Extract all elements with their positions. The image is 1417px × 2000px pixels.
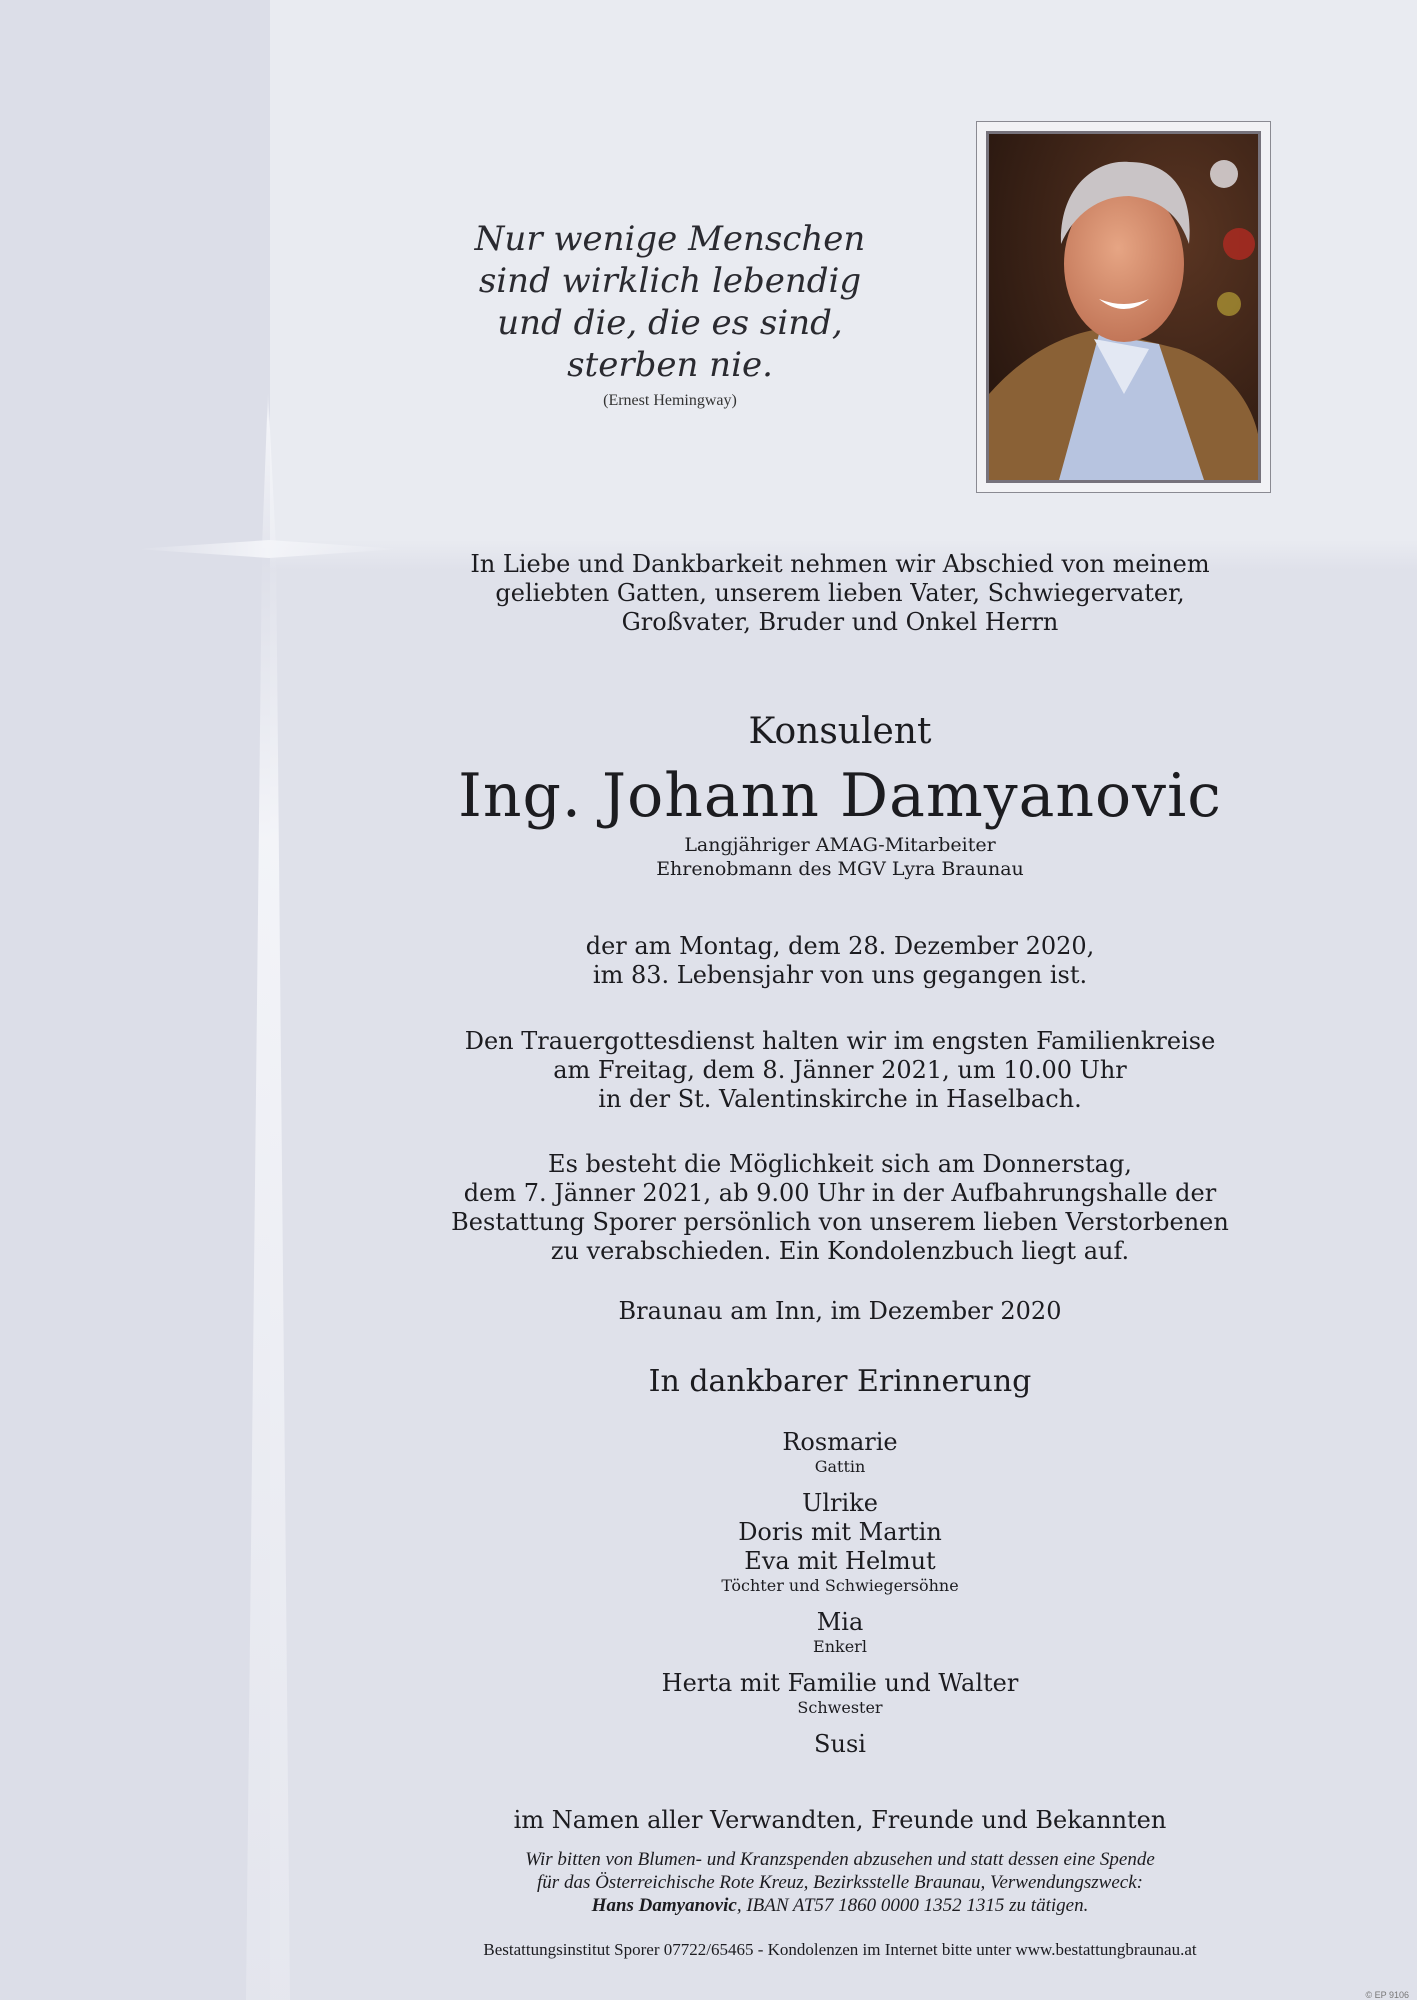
quote-line: sterben nie. bbox=[567, 345, 773, 385]
intro-text bbox=[420, 550, 1260, 637]
mourner-relation: Töchter und Schwiegersöhne bbox=[721, 1576, 959, 1595]
mourner-group bbox=[420, 1489, 1260, 1596]
mourner-group bbox=[420, 1608, 1260, 1657]
grateful-heading: In dankbarer Erinnerung bbox=[648, 1364, 1032, 1399]
mourner-name: Mia bbox=[816, 1608, 864, 1636]
viewing-line: dem 7. Jänner 2021, ab 9.00 Uhr in der Aufbahrungshalle der bbox=[463, 1179, 1217, 1207]
mourner-group bbox=[420, 1730, 1260, 1759]
quote-line: und die, die es sind, bbox=[497, 303, 843, 343]
mourner-relation: Gattin bbox=[814, 1457, 866, 1476]
mourners-list bbox=[420, 1428, 1260, 1771]
mourner-name: Doris mit Martin bbox=[738, 1518, 942, 1546]
mourner-name: Susi bbox=[814, 1730, 866, 1758]
death-notice bbox=[420, 932, 1260, 990]
donation-name: Hans Damyanovic bbox=[591, 1895, 737, 1916]
viewing-info bbox=[420, 1150, 1260, 1266]
on-behalf-line: im Namen aller Verwandten, Freunde und Bekannten bbox=[513, 1806, 1167, 1834]
portrait-photo bbox=[986, 131, 1261, 483]
intro-line: geliebten Gatten, unserem lieben Vater, Schwiegervater, bbox=[495, 579, 1185, 607]
donation-note-line: Wir bitten von Blumen- und Kranzspenden abzusehen und statt dessen eine Spende bbox=[525, 1849, 1155, 1870]
donation-iban: , IBAN AT57 1860 0000 1352 1315 zu tätigen. bbox=[736, 1895, 1089, 1916]
mourner-relation: Enkerl bbox=[813, 1637, 867, 1656]
service-line: am Freitag, dem 8. Jänner 2021, um 10.00 Uhr bbox=[553, 1056, 1127, 1084]
mourner-name: Herta mit Familie und Walter bbox=[661, 1669, 1019, 1697]
death-notice-line: im 83. Lebensjahr von uns gegangen ist. bbox=[592, 961, 1088, 989]
quote-line: Nur wenige Menschen bbox=[474, 219, 866, 259]
deceased-roles bbox=[420, 833, 1260, 881]
death-notice-line: der am Montag, dem 28. Dezember 2020, bbox=[585, 932, 1095, 960]
quote bbox=[400, 218, 940, 386]
mourner-group bbox=[420, 1428, 1260, 1477]
viewing-line: zu verabschieden. Ein Kondolenzbuch liegt auf. bbox=[550, 1237, 1130, 1265]
mourner-name: Ulrike bbox=[802, 1489, 878, 1517]
portrait-photo-frame bbox=[976, 121, 1271, 493]
deceased-name: Ing. Johann Damyanovic bbox=[458, 761, 1222, 831]
footer-contact: Bestattungsinstitut Sporer 07722/65465 - Kondolenzen im Internet bitte unter www.bestattungbraunau.at bbox=[483, 1940, 1197, 1959]
service-info bbox=[420, 1027, 1260, 1114]
print-code: © EP 9106 bbox=[1365, 1990, 1409, 2000]
donation-note-line: für das Österreichische Rote Kreuz, Bezirksstelle Braunau, Verwendungszweck: bbox=[537, 1872, 1143, 1893]
service-line: in der St. Valentinskirche in Haselbach. bbox=[598, 1085, 1082, 1113]
place-date: Braunau am Inn, im Dezember 2020 bbox=[618, 1297, 1062, 1325]
mourner-name: Rosmarie bbox=[782, 1428, 898, 1456]
mourner-name: Eva mit Helmut bbox=[744, 1547, 936, 1575]
service-line: Den Trauergottesdienst halten wir im engsten Familienkreise bbox=[464, 1027, 1216, 1055]
deceased-title: Konsulent bbox=[748, 711, 932, 752]
mourner-relation: Schwester bbox=[797, 1698, 883, 1717]
viewing-line: Es besteht die Möglichkeit sich am Donnerstag, bbox=[548, 1150, 1132, 1178]
intro-line: Großvater, Bruder und Onkel Herrn bbox=[621, 608, 1059, 636]
deceased-role: Ehrenobmann des MGV Lyra Braunau bbox=[656, 858, 1024, 880]
donation-note bbox=[420, 1848, 1260, 1917]
viewing-line: Bestattung Sporer persönlich von unserem lieben Verstorbenen bbox=[451, 1208, 1229, 1236]
quote-line: sind wirklich lebendig bbox=[478, 261, 862, 301]
star-cross-icon bbox=[0, 0, 420, 2000]
intro-line: In Liebe und Dankbarkeit nehmen wir Abschied von meinem bbox=[470, 550, 1210, 578]
mourner-group bbox=[420, 1669, 1260, 1718]
quote-source: (Ernest Hemingway) bbox=[603, 392, 737, 409]
deceased-role: Langjähriger AMAG-Mitarbeiter bbox=[684, 834, 996, 856]
donation-note-line bbox=[420, 1894, 1260, 1917]
